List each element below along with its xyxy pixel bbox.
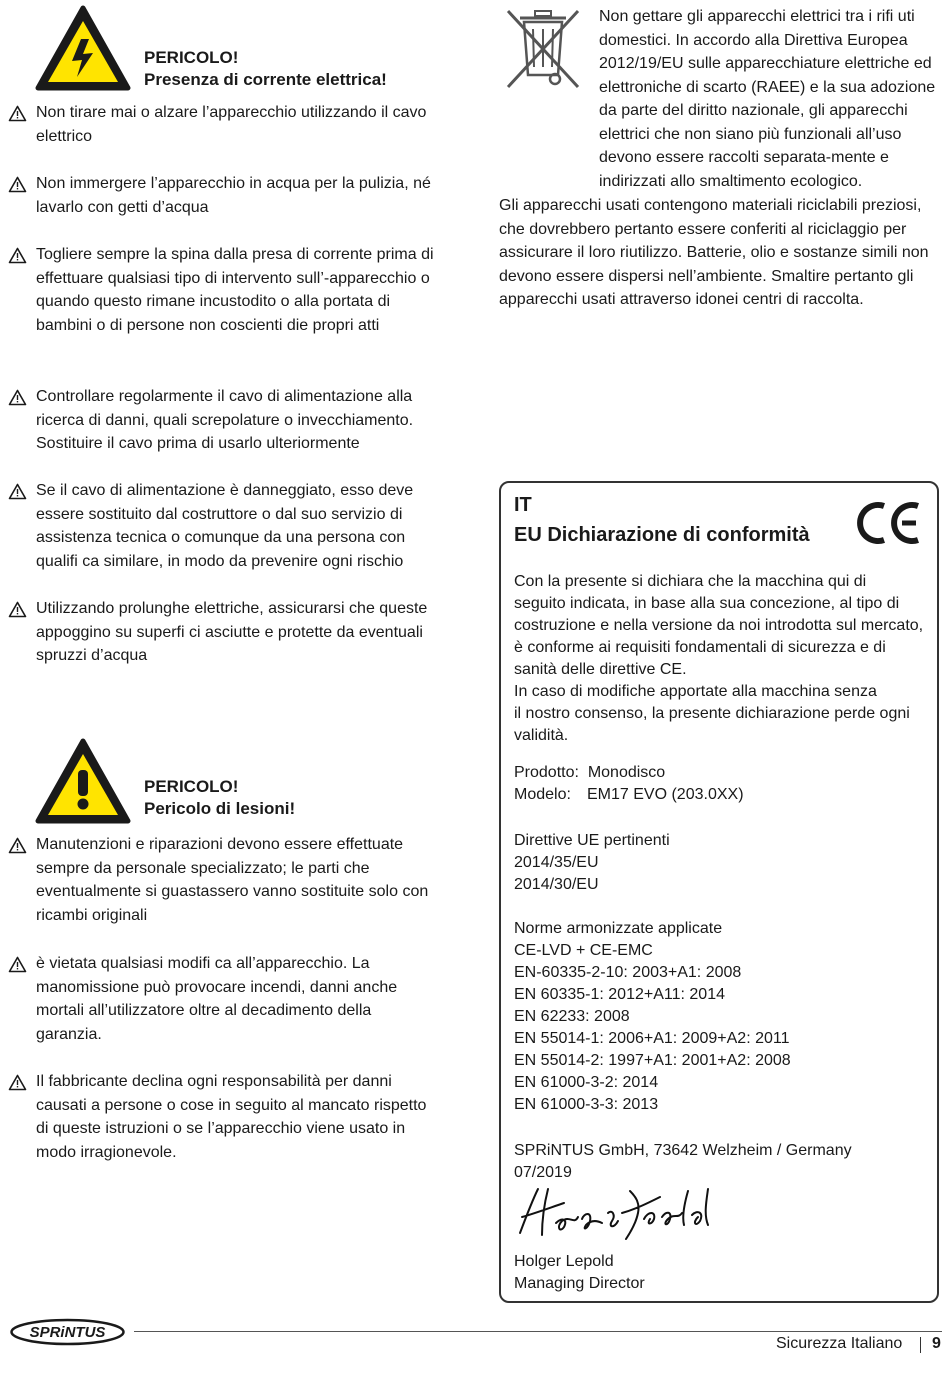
disposal-intro: Non gettare gli apparecchi elettrici tra i rifi uti domestici. In accordo alla Direttiva Europea 2012/19/EU sulle apparecchiature elettriche ed elettroniche di scarto (RAEE) e la sua adozione da parte del diritto nazionale, gli apparecchi elettrici che non siano più funzionali all’uso devono essere raccolti separata-mente e indirizzati allo smaltimento ecologico.: [599, 8, 936, 190]
declaration-title: EU Dichiarazione di conformità: [514, 524, 810, 546]
warning-triangle-icon: [8, 105, 27, 122]
crossed-out-bin-icon: [500, 5, 586, 91]
electric-hazard-icon: [35, 5, 131, 91]
general-hazard-icon: [35, 738, 131, 824]
footer-section: Sicurezza Italiano: [776, 1335, 903, 1352]
electric-danger-title: PERICOLO! Presenza di corrente elettrica!: [144, 48, 387, 89]
declaration-body: Con la presente si dichiara che la macchina qui di seguito indicata, in base alla sua concezione, al tipo di costruzione e nella versione da noi introdotta sul mercato, è conforme ai requisiti fondamentali di sicurezza e di sanità delle direttive CE. In caso di modifiche apportate alla macchina senza il nostro consenso, la presente dichiarazione perde ogni validità.: [514, 573, 924, 744]
electric-danger-header: [35, 5, 435, 91]
norms-list: Norme armonizzate applicate CE-LVD + CE-EMC EN-60335-2-10: 2003+A1: 2008 EN 60335-1: 2012+A11: 2014 EN 62233: 2008 EN 55014-1: 2006+A1: 2009+A2: 2011 EN 55014-2: 1997+A1: 2001+A2: 2008 EN 61000-3-2: 2014 EN 61000-3-3: 2013: [514, 920, 791, 1113]
warning-triangle-icon: [8, 176, 27, 193]
svg-text:SPRiNTUS: SPRiNTUS: [29, 1324, 106, 1341]
footer-rule: [134, 1331, 942, 1332]
warning-triangle-icon: [8, 601, 27, 618]
footer-separator: [920, 1337, 921, 1353]
directives-list: Direttive UE pertinenti 2014/35/EU 2014/30/EU: [514, 832, 670, 893]
warning-item: Controllare regolarmente il cavo di alimentazione alla ricerca di danni, quali screpolature o invecchiamento. Sostituire il cavo prima di usarlo ulteriormente: [8, 385, 438, 456]
injury-danger-title: PERICOLO! Pericolo di lesioni!: [144, 777, 296, 818]
warning-item: Il fabbricante declina ogni responsabilità per danni causati a persone o cose in seguito al mancato rispetto di queste istruzioni o se l’apparecchio viene usato in modo irragionevole.: [8, 1070, 438, 1164]
ce-mark-icon: [856, 500, 924, 546]
warning-item: Non immergere l’apparecchio in acqua per la pulizia, né lavarlo con getti d’acqua: [8, 172, 438, 219]
warning-item: Manutenzioni e riparazioni devono essere effettuate sempre da personale specializzato; le parti che eventualmente si guastassero vanno sostituite solo con ricambi originali: [8, 833, 438, 927]
warning-triangle-icon: [8, 1074, 27, 1091]
signatory: Holger Lepold Managing Director: [514, 1253, 645, 1292]
injury-danger-header: [35, 738, 435, 824]
warning-triangle-icon: [8, 956, 27, 973]
warning-triangle-icon: [8, 837, 27, 854]
warning-item: è vietata qualsiasi modifi ca all’apparecchio. La manomissione può provocare incendi, danni anche mortali all’utilizzatore oltre al decadimento della garanzia.: [8, 952, 438, 1046]
signature: [512, 1183, 722, 1241]
warning-item: Utilizzando prolunghe elettriche, assicurarsi che queste appoggino su superfi ci asciutte e protette da eventuali spruzzi d’acqua: [8, 597, 438, 668]
disposal-paragraph: Gli apparecchi usati contengono materiali riciclabili preziosi, che dovrebbero pertanto essere conferiti al riciclaggio per assicurare il loro riutilizzo. Batterie, olio e sostanze simili non devono essere dispersi nell’ambiente. Smaltire pertanto gli apparecchi usati attraverso idonei centri di raccolta.: [499, 197, 929, 308]
warning-item: Se il cavo di alimentazione è danneggiato, esso deve essere sostituito dal costruttore o dal suo servizio di assistenza tecnica o comunque da una persona con qualifi ca similare, in modo da prevenire ogni rischio: [8, 479, 438, 573]
page-number: 9: [932, 1335, 941, 1352]
warning-triangle-icon: [8, 389, 27, 406]
company-info: SPRiNTUS GmbH, 73642 Welzheim / Germany 07/2019: [514, 1142, 852, 1181]
sprintus-logo: [9, 1318, 126, 1346]
declaration-language: IT: [514, 494, 532, 516]
warning-triangle-icon: [8, 483, 27, 500]
warning-item: Non tirare mai o alzare l’apparecchio utilizzando il cavo elettrico: [8, 101, 438, 148]
product-info: Prodotto: Monodisco Modelo: EM17 EVO (203.0XX): [514, 764, 744, 803]
warning-item: Togliere sempre la spina dalla presa di corrente prima di effettuare qualsiasi tipo di intervento sull’-apparecchio o quando questo rimane incustodito o alla portata di bambini o di persone non coscienti die propri atti: [8, 243, 438, 337]
warning-triangle-icon: [8, 247, 27, 264]
